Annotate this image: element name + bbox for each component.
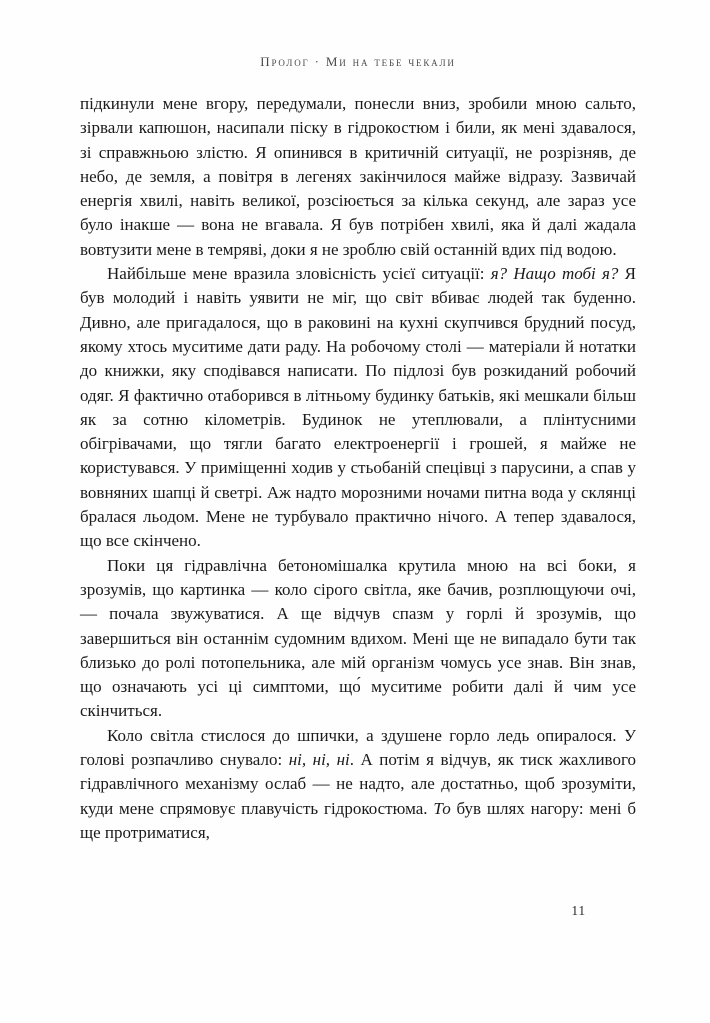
text-run: Коло світла стислося до шпички, а здушене горло ледь опиралося. У голові розпачливо снувало: [80, 725, 636, 770]
text-run: підкинули мене вгору, передумали, понесли вниз, зробили мною сальто, зірвали капюшон, насипали піску в гідрокостюм і били, як мені здавалося, зі справжньою злістю. Я опинився в критичній ситуації, не розрізняв, де небо, де земля, а повітря в легенях закінчилося майже відразу. Зазвичай енергія хвилі, навіть великої, розсіюється за кілька секунд, але зараз усе було інакше — вона не вгавала. Я був потрібен хвилі, яка й далі жадала вовтузити мене в темряві, доки я не зроблю свій останній вдих під водою. [80, 94, 636, 259]
running-header: Пролог · Ми на тебе чекали [260, 54, 456, 69]
paragraph [80, 554, 636, 724]
paragraph [80, 92, 636, 262]
italic-run: я? Нащо тобі я? [490, 264, 619, 284]
text-run: був шлях нагору: мені б ще протриматися, [80, 798, 636, 842]
italic-run: ні, ні, ні [288, 750, 350, 770]
text-run: . А потім я відчув, як тиск жахливого гідравлічного механізму ослаб — не надто, але достатньо, щоб зрозуміти, куди мене спрямовує плавучість гідрокостюма. [80, 750, 636, 818]
paragraph [80, 262, 636, 554]
page-number: 11 [571, 903, 586, 918]
paragraph [80, 724, 636, 845]
body-text [80, 92, 636, 845]
text-run: Я був молодий і навіть уявити не міг, що світ вбиває людей так буденно. Дивно, але пригадалося, що в раковині на кухні скупчився брудний посуд, якому хтось муситиме дати раду. На робочому столі — матеріали й нотатки до книжки, яку сподівався написати. По підлозі був розкиданий робочий одяг. Я фактично отаборився в літньому будинку батьків, які мешкали більш як за сотню кілометрів. Будинок не утеплювали, а плінтусними обігрівачами, що тягли багато електроенергії і грошей, я майже не користувався. У приміщенні ходив у стьобаній спецівці з парусини, а спав у вовняних шапці й светрі. Аж надто морозними ночами питна вода у склянці бралася льодом. Мене не турбувало практично нічого. А тепер здавалося, що все скінчено. [80, 264, 637, 551]
italic-run: То [433, 798, 451, 818]
text-run: Найбільше мене вразила зловісність усієї ситуації: [107, 264, 491, 284]
text-run: Поки ця гідравлічна бетономішалка крутила мною на всі боки, я зрозумів, що картинка — коло сірого світла, яке бачив, розплющуючи очі, — почала звужуватися. А ще відчув спазм у горлі й зрозумів, що завершиться він останнім судомним вдихом. Мені ще не випадало бути так близько до ролі потопельника, але мій організм чомусь усе знав. Він знав, що означають усі ці симптоми, що́ муситиме робити далі й чим усе скінчиться. [80, 555, 636, 721]
